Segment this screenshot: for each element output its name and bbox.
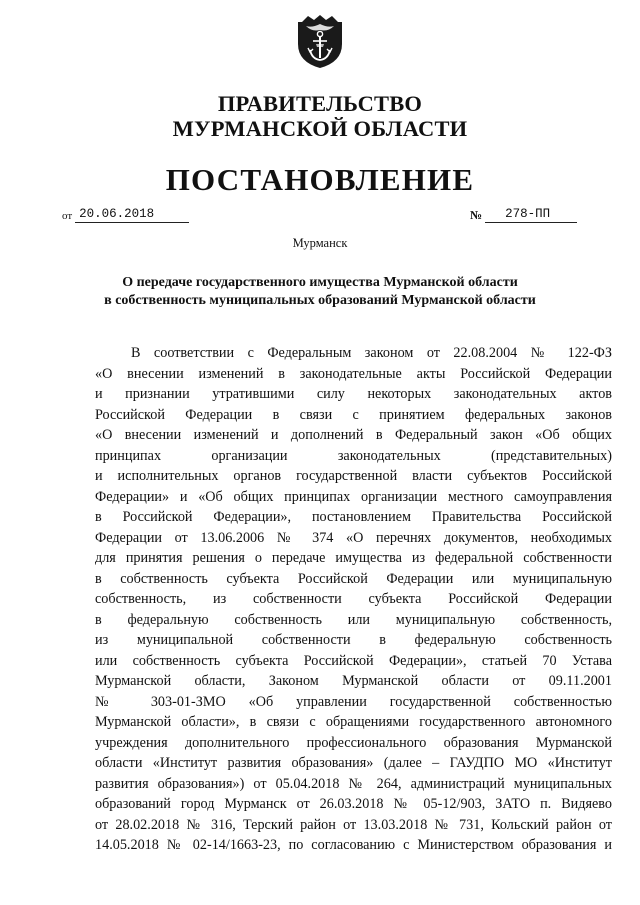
coat-of-arms-icon [294,14,346,70]
body-line: № 303-01-ЗМО «Об управлении государственной собственностью [95,693,612,710]
body-line: принципах организации законодательных (представительных) [95,447,612,464]
body-line: и признании утратившими силу некоторых законодательных актов [95,386,612,402]
body-line: или собственность субъекта Российской Федерации», статьей 70 Устава [95,652,612,669]
issue-city: Мурманск [292,236,348,250]
body-line: Российской Федерации в связи с принятием федеральных законов [95,406,612,423]
body-line: для принятия решения о передаче имущества из федеральной собственности [95,550,612,566]
subject-line2: в собственность муниципальных образований Мурманской области [104,293,536,308]
body-line: 14.05.2018 № 02-14/1663-23, по согласованию с Министерством образования и [95,837,612,853]
date-prefix: от [62,210,73,222]
body-line: учреждения дополнительного профессионального образования Мурманской [95,734,612,751]
document-date [62,206,189,228]
body-line: образований город Мурманск от 26.03.2018 № 05-12/903, ЗАТО п. Видяево [95,796,612,812]
body-line: В соответствии с Федеральным законом от 22.08.2004 № 122-ФЗ [131,345,612,361]
body-line: от 28.02.2018 № 316, Терский район от 13.03.2018 № 731, Кольский район от [95,816,612,833]
body-line: из муниципальной собственности в федеральную собственность [95,632,612,648]
body-line: в собственность субъекта Российской Федерации или муниципальную [95,570,612,587]
document-type-title: ПОСТАНОВЛЕНИЕ [165,162,475,197]
subject-line1: О передаче государственного имущества Мурманской области [122,275,518,290]
body-line: Мурманской области», в связи с обращениями государственного автономного [95,714,612,730]
body-line: и исполнительных органов государственной власти субъектов Российской [95,468,612,484]
body-line: в федеральную собственность или муниципальную собственность, [95,611,612,628]
body-line: «О внесении изменений в законодательные акты Российской Федерации [95,365,612,382]
body-line: «О внесении изменений и дополнений в Федеральный закон «Об общих [95,427,612,443]
document-number [470,206,577,228]
body-line: области «Институт развития образования» (далее – ГАУДПО МО «Институт [95,755,612,771]
number-prefix: № [470,208,483,222]
body-line: Мурманской области, Законом Мурманской области от 09.11.2001 [95,673,612,689]
body-text [95,343,612,856]
number-value: 278-ПП [485,206,577,223]
body-line: Федерации от 13.06.2006 № 374 «О перечнях документов, необходимых [95,529,612,546]
date-value: 20.06.2018 [75,206,189,223]
body-line: развития образования») от 05.04.2018 № 264, администраций муниципальных [95,775,612,792]
government-name-line2: МУРМАНСКОЙ ОБЛАСТИ [172,116,468,141]
body-line: собственность, из собственности субъекта Российской Федерации [95,591,612,607]
government-name-line1: ПРАВИТЕЛЬСТВО [217,91,423,116]
body-line: в Российской Федерации», постановлением Правительства Российской [95,509,612,525]
body-line: Федерации» и «Об общих принципах организации местного самоуправления [95,488,612,505]
